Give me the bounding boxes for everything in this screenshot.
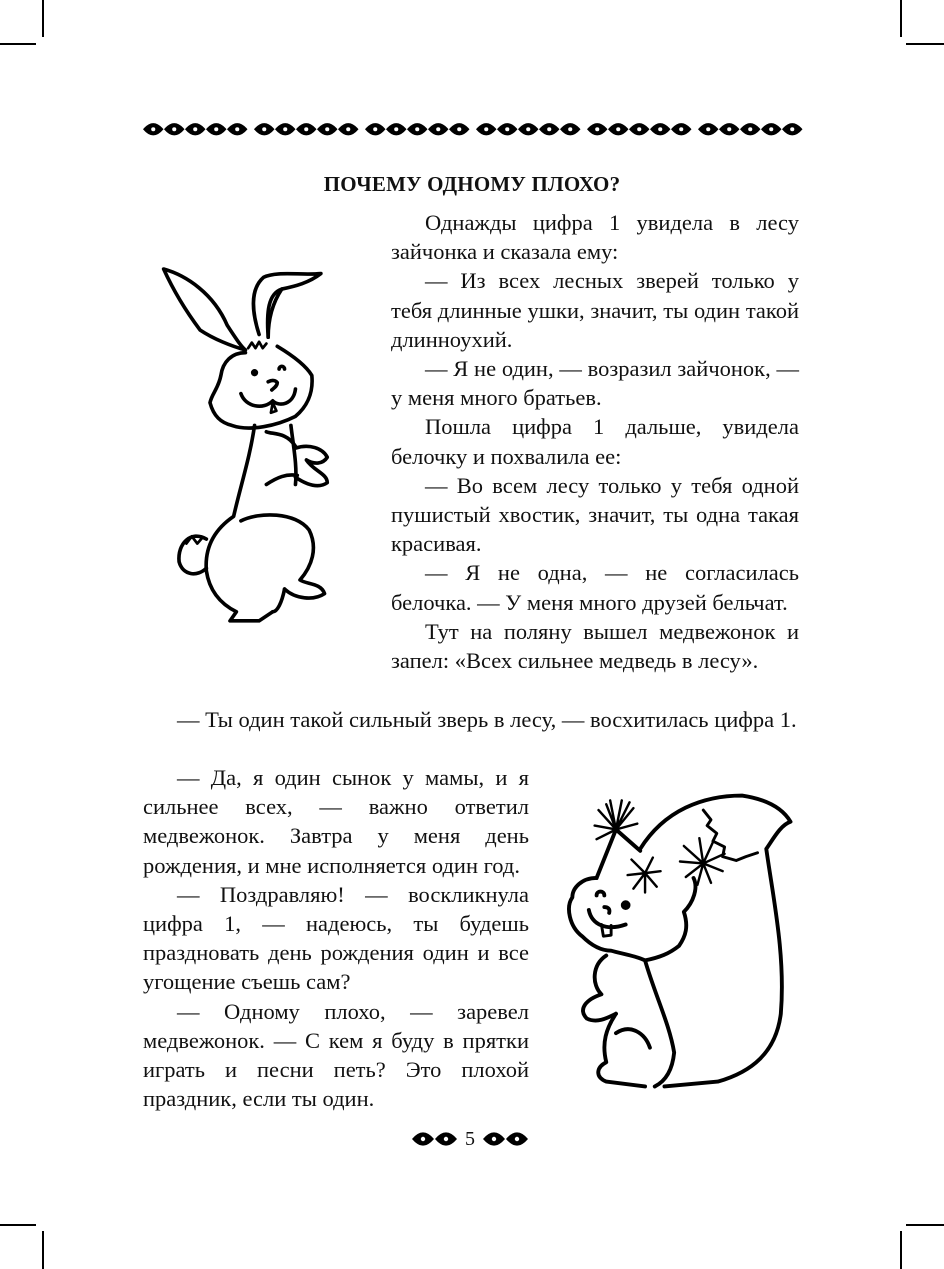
paragraph: Тут на поляну вышел медвежонок и запел: «Всех сильнее медведь в лесу». <box>391 618 799 674</box>
ornament-lens-icon <box>449 119 470 140</box>
ornament-divider <box>143 119 803 141</box>
ornament-lens-icon <box>407 119 428 140</box>
hare-illustration <box>150 232 350 642</box>
ornament-lens-icon <box>185 119 206 140</box>
ornament-lens-icon <box>338 119 359 140</box>
footer-ornament-left <box>412 1128 457 1150</box>
ornament-lens-icon <box>740 119 761 140</box>
ornament-lens-icon <box>206 119 227 140</box>
left-column-text <box>143 763 529 1113</box>
paragraph: — Во всем лесу только у тебя одной пушистый хвостик, значит, ты одна такая красивая. <box>391 472 799 557</box>
crop-mark-tr-h <box>906 43 944 45</box>
ornament-lens-icon <box>719 119 740 140</box>
paragraph: Однажды цифра 1 увидела в лесу зайчонка и сказала ему: <box>391 210 799 265</box>
right-column-text <box>391 208 799 675</box>
ornament-lens-icon <box>435 1128 457 1150</box>
ornament-lens-icon <box>560 119 581 140</box>
ornament-group <box>698 119 803 141</box>
ornament-lens-icon <box>497 119 518 140</box>
ornament-lens-icon <box>227 119 248 140</box>
ornament-lens-icon <box>506 1128 528 1150</box>
crop-mark-tr-v <box>900 0 902 37</box>
paragraph: — Из всех лесных зверей только у тебя длинные ушки, значит, ты один такой длинноухий. <box>391 268 799 352</box>
crop-mark-tl-h <box>0 43 36 45</box>
ornament-lens-icon <box>761 119 782 140</box>
ornament-lens-icon <box>671 119 692 140</box>
ornament-lens-icon <box>143 119 164 140</box>
ornament-group <box>143 119 248 141</box>
squirrel-illustration <box>548 781 810 1106</box>
paragraph: — Я не один, — возразил зайчонок, — у меня много братьев. <box>391 356 799 411</box>
paragraph: Пошла цифра 1 дальше, увидела белочку и похвалила ее: <box>391 414 799 469</box>
ornament-lens-icon <box>428 119 449 140</box>
ornament-lens-icon <box>275 119 296 140</box>
paragraph: — Я не одна, — не согласилась белочка. — У меня много друзей бельчат. <box>391 560 799 615</box>
page-footer <box>400 1124 540 1154</box>
ornament-lens-icon <box>650 119 671 140</box>
ornament-group <box>365 119 470 141</box>
paragraph: — Поздравляю! — воскликнула цифра 1, — надеюсь, ты будешь праздновать день рождения один и все угощение съешь сам? <box>143 881 529 995</box>
ornament-lens-icon <box>698 119 719 140</box>
ornament-lens-icon <box>629 119 650 140</box>
crop-mark-br-v <box>900 1231 902 1269</box>
ornament-lens-icon <box>608 119 629 140</box>
full-width-text <box>143 705 799 734</box>
paragraph: — Одному плохо, — заревел медвежонок. — С кем я буду в прятки играть и песни петь? Это плохой праздник, если ты один. <box>143 998 529 1112</box>
ornament-lens-icon <box>782 119 803 140</box>
crop-mark-br-h <box>906 1224 944 1226</box>
page-title: ПОЧЕМУ ОДНОМУ ПЛОХО? <box>323 172 621 197</box>
paragraph: — Ты один такой сильный зверь в лесу, — восхитилась цифра 1. <box>177 707 797 732</box>
paragraph: — Да, я один сынок у мамы, и я сильнее всех, — важно ответил медвежонок. Завтра у меня день рождения, и мне исполняется один год. <box>143 765 529 878</box>
page-number: 5 <box>465 1127 475 1150</box>
crop-mark-bl-v <box>42 1231 44 1269</box>
crop-mark-tl-v <box>42 0 44 37</box>
ornament-lens-icon <box>539 119 560 140</box>
ornament-group <box>254 119 359 141</box>
ornament-lens-icon <box>317 119 338 140</box>
ornament-lens-icon <box>587 119 608 140</box>
ornament-lens-icon <box>164 119 185 140</box>
ornament-lens-icon <box>518 119 539 140</box>
ornament-lens-icon <box>386 119 407 140</box>
ornament-lens-icon <box>476 119 497 140</box>
ornament-group <box>476 119 581 141</box>
ornament-lens-icon <box>254 119 275 140</box>
crop-mark-bl-h <box>0 1224 36 1226</box>
ornament-lens-icon <box>365 119 386 140</box>
ornament-group <box>587 119 692 141</box>
ornament-lens-icon <box>412 1128 434 1150</box>
ornament-lens-icon <box>483 1128 505 1150</box>
footer-ornament-right <box>483 1128 528 1150</box>
ornament-lens-icon <box>296 119 317 140</box>
